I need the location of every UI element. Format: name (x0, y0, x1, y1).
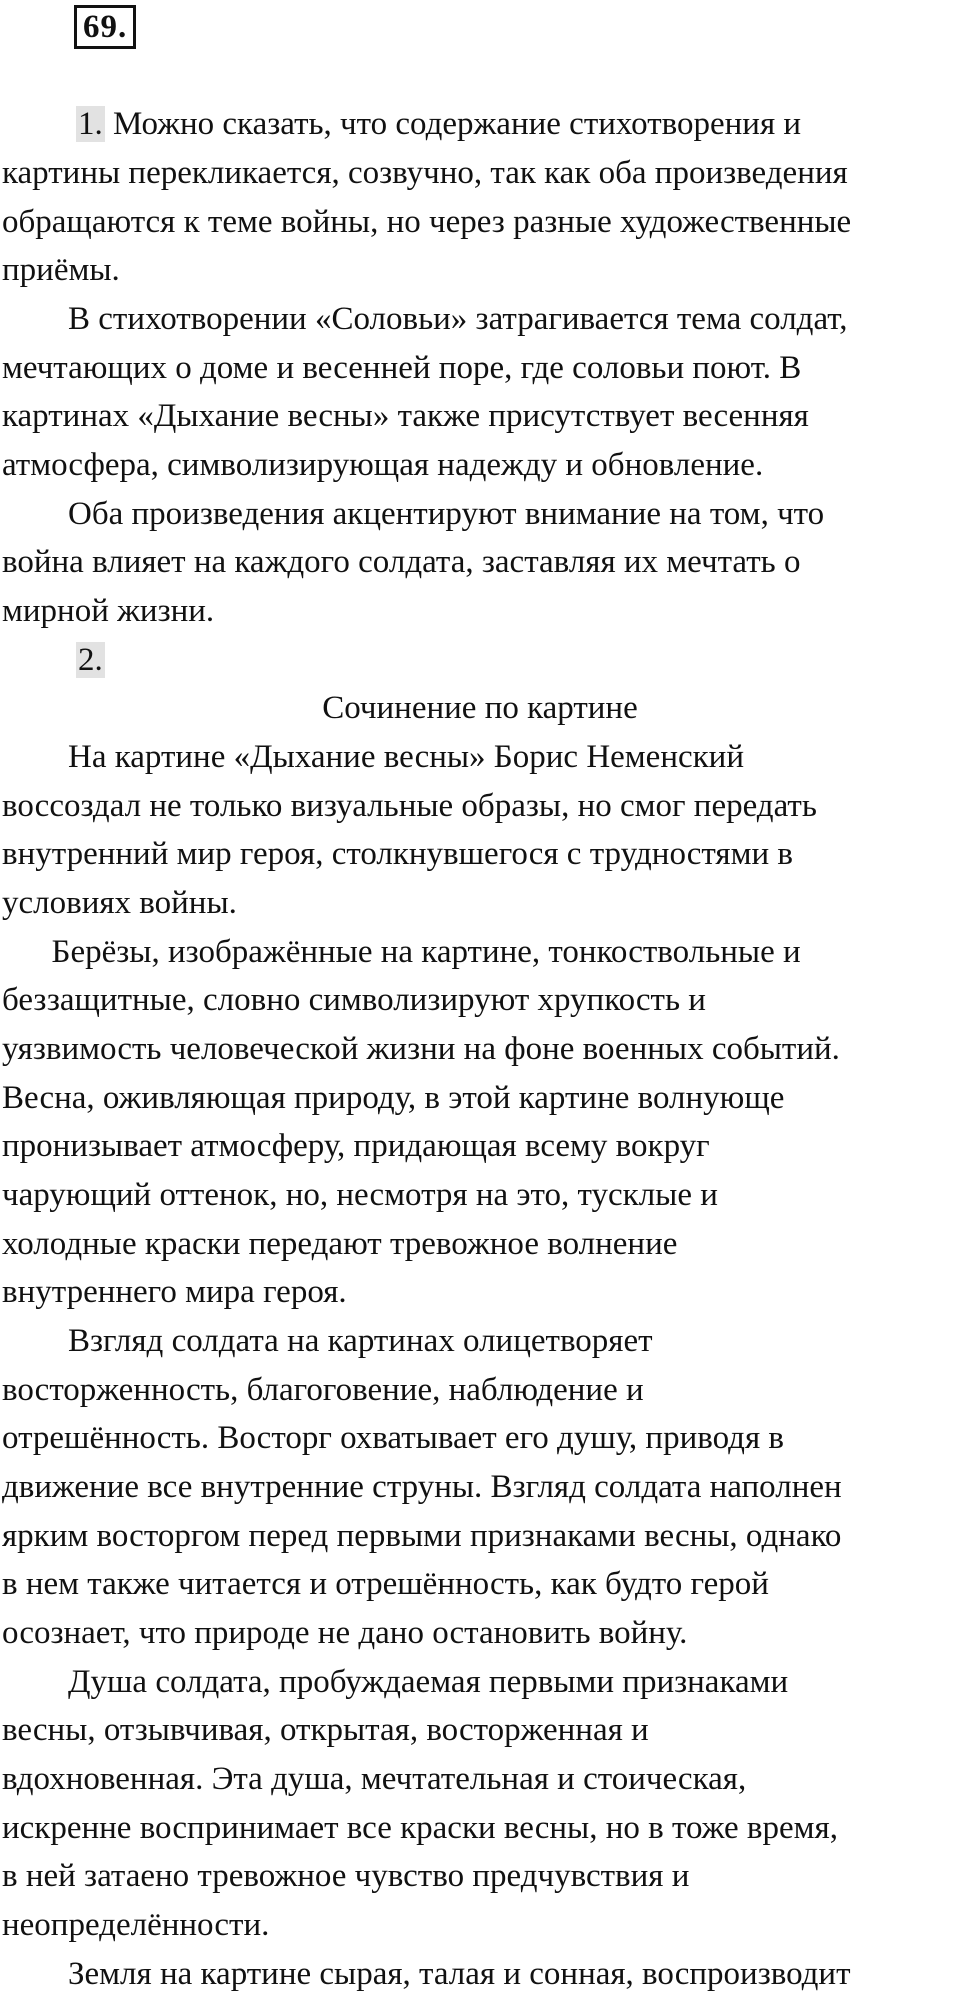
part2-line: ярким восторгом перед первыми признаками весны, однако (2, 1518, 842, 1554)
part1-line: Можно сказать, что содержание стихотворения и (104, 106, 802, 142)
part2-line: холодные краски передают тревожное волнение (2, 1226, 678, 1262)
task-number-box (74, 5, 136, 49)
part2-line: чарующий оттенок, но, несмотря на это, тусклые и (2, 1177, 718, 1213)
part1-line: мечтающих о доме и весенней поре, где соловьи поют. В (2, 350, 802, 386)
part2-line: внутренний мир героя, столкнувшегося с трудностями в (2, 836, 793, 872)
part2-line: На картине «Дыхание весны» Борис Неменский (2, 739, 744, 775)
part2-line: беззащитные, словно символизируют хрупкость и (2, 982, 706, 1018)
part2-line: Весна, оживляющая природу, в этой картине волнующе (2, 1080, 785, 1116)
part2-line: пронизывает атмосферу, придающая всему вокруг (2, 1128, 710, 1164)
part2-marker-line (76, 636, 960, 685)
part1-line: картинах «Дыхание весны» также присутствует весенняя (2, 398, 809, 434)
part1-first-line (76, 100, 960, 149)
part1-line: война влияет на каждого солдата, заставляя их мечтать о (2, 544, 801, 580)
part2-line: в ней затаено тревожное чувство предчувствия и (2, 1858, 690, 1894)
part2-line: Взгляд солдата на картинах олицетворяет (2, 1323, 653, 1359)
part1-line: атмосфера, символизирующая надежду и обновление. (2, 447, 764, 483)
part2-line: Берёзы, изображённые на картине, тонкоствольные и (2, 934, 801, 970)
part2-line: Душа солдата, пробуждаемая первыми признаками (2, 1664, 789, 1700)
part2-marker: 2. (78, 642, 103, 678)
part1-line: Оба произведения акцентируют внимание на том, что (2, 496, 825, 532)
part1-line: картины перекликается, созвучно, так как оба произведения (2, 155, 848, 191)
part1-marker: 1. (78, 106, 103, 142)
part2-line: внутреннего мира героя. (2, 1274, 347, 1310)
part2-line: уязвимость человеческой жизни на фоне военных событий. (2, 1031, 840, 1067)
part1-line: обращаются к теме войны, но через разные художественные (2, 204, 852, 240)
part2-line: отрешённость. Восторг охватывает его душу, приводя в (2, 1420, 784, 1456)
part2-line: вдохновенная. Эта душа, мечтательная и стоическая, (2, 1761, 747, 1797)
task-number: 69 (83, 9, 118, 45)
part2-line: Земля на картине сырая, талая и сонная, воспроизводит (2, 1956, 851, 1992)
part1-line: В стихотворении «Соловьи» затрагивается тема солдат, (2, 301, 848, 337)
task-number-dot: . (118, 9, 128, 45)
part2-line: восторженность, благоговение, наблюдение и (2, 1372, 644, 1408)
part2-line: неопределённости. (2, 1907, 270, 1943)
part2-line: условиях войны. (2, 885, 237, 921)
essay-heading: Сочинение по картине (322, 690, 638, 726)
part2-line: воссоздал не только визуальные образы, но смог передать (2, 788, 817, 824)
part1-line: мирной жизни. (2, 593, 215, 629)
part2-line: движение все внутренние струны. Взгляд солдата наполнен (2, 1469, 842, 1505)
part2-line: весны, отзывчивая, открытая, восторженная и (2, 1712, 649, 1748)
part1-line: приёмы. (2, 252, 120, 288)
part2-line: в нем также читается и отрешённость, как будто герой (2, 1566, 769, 1602)
part2-line: осознает, что природе не дано остановить войну. (2, 1615, 688, 1651)
part2-line: искренне воспринимает все краски весны, но в тоже время, (2, 1810, 838, 1846)
